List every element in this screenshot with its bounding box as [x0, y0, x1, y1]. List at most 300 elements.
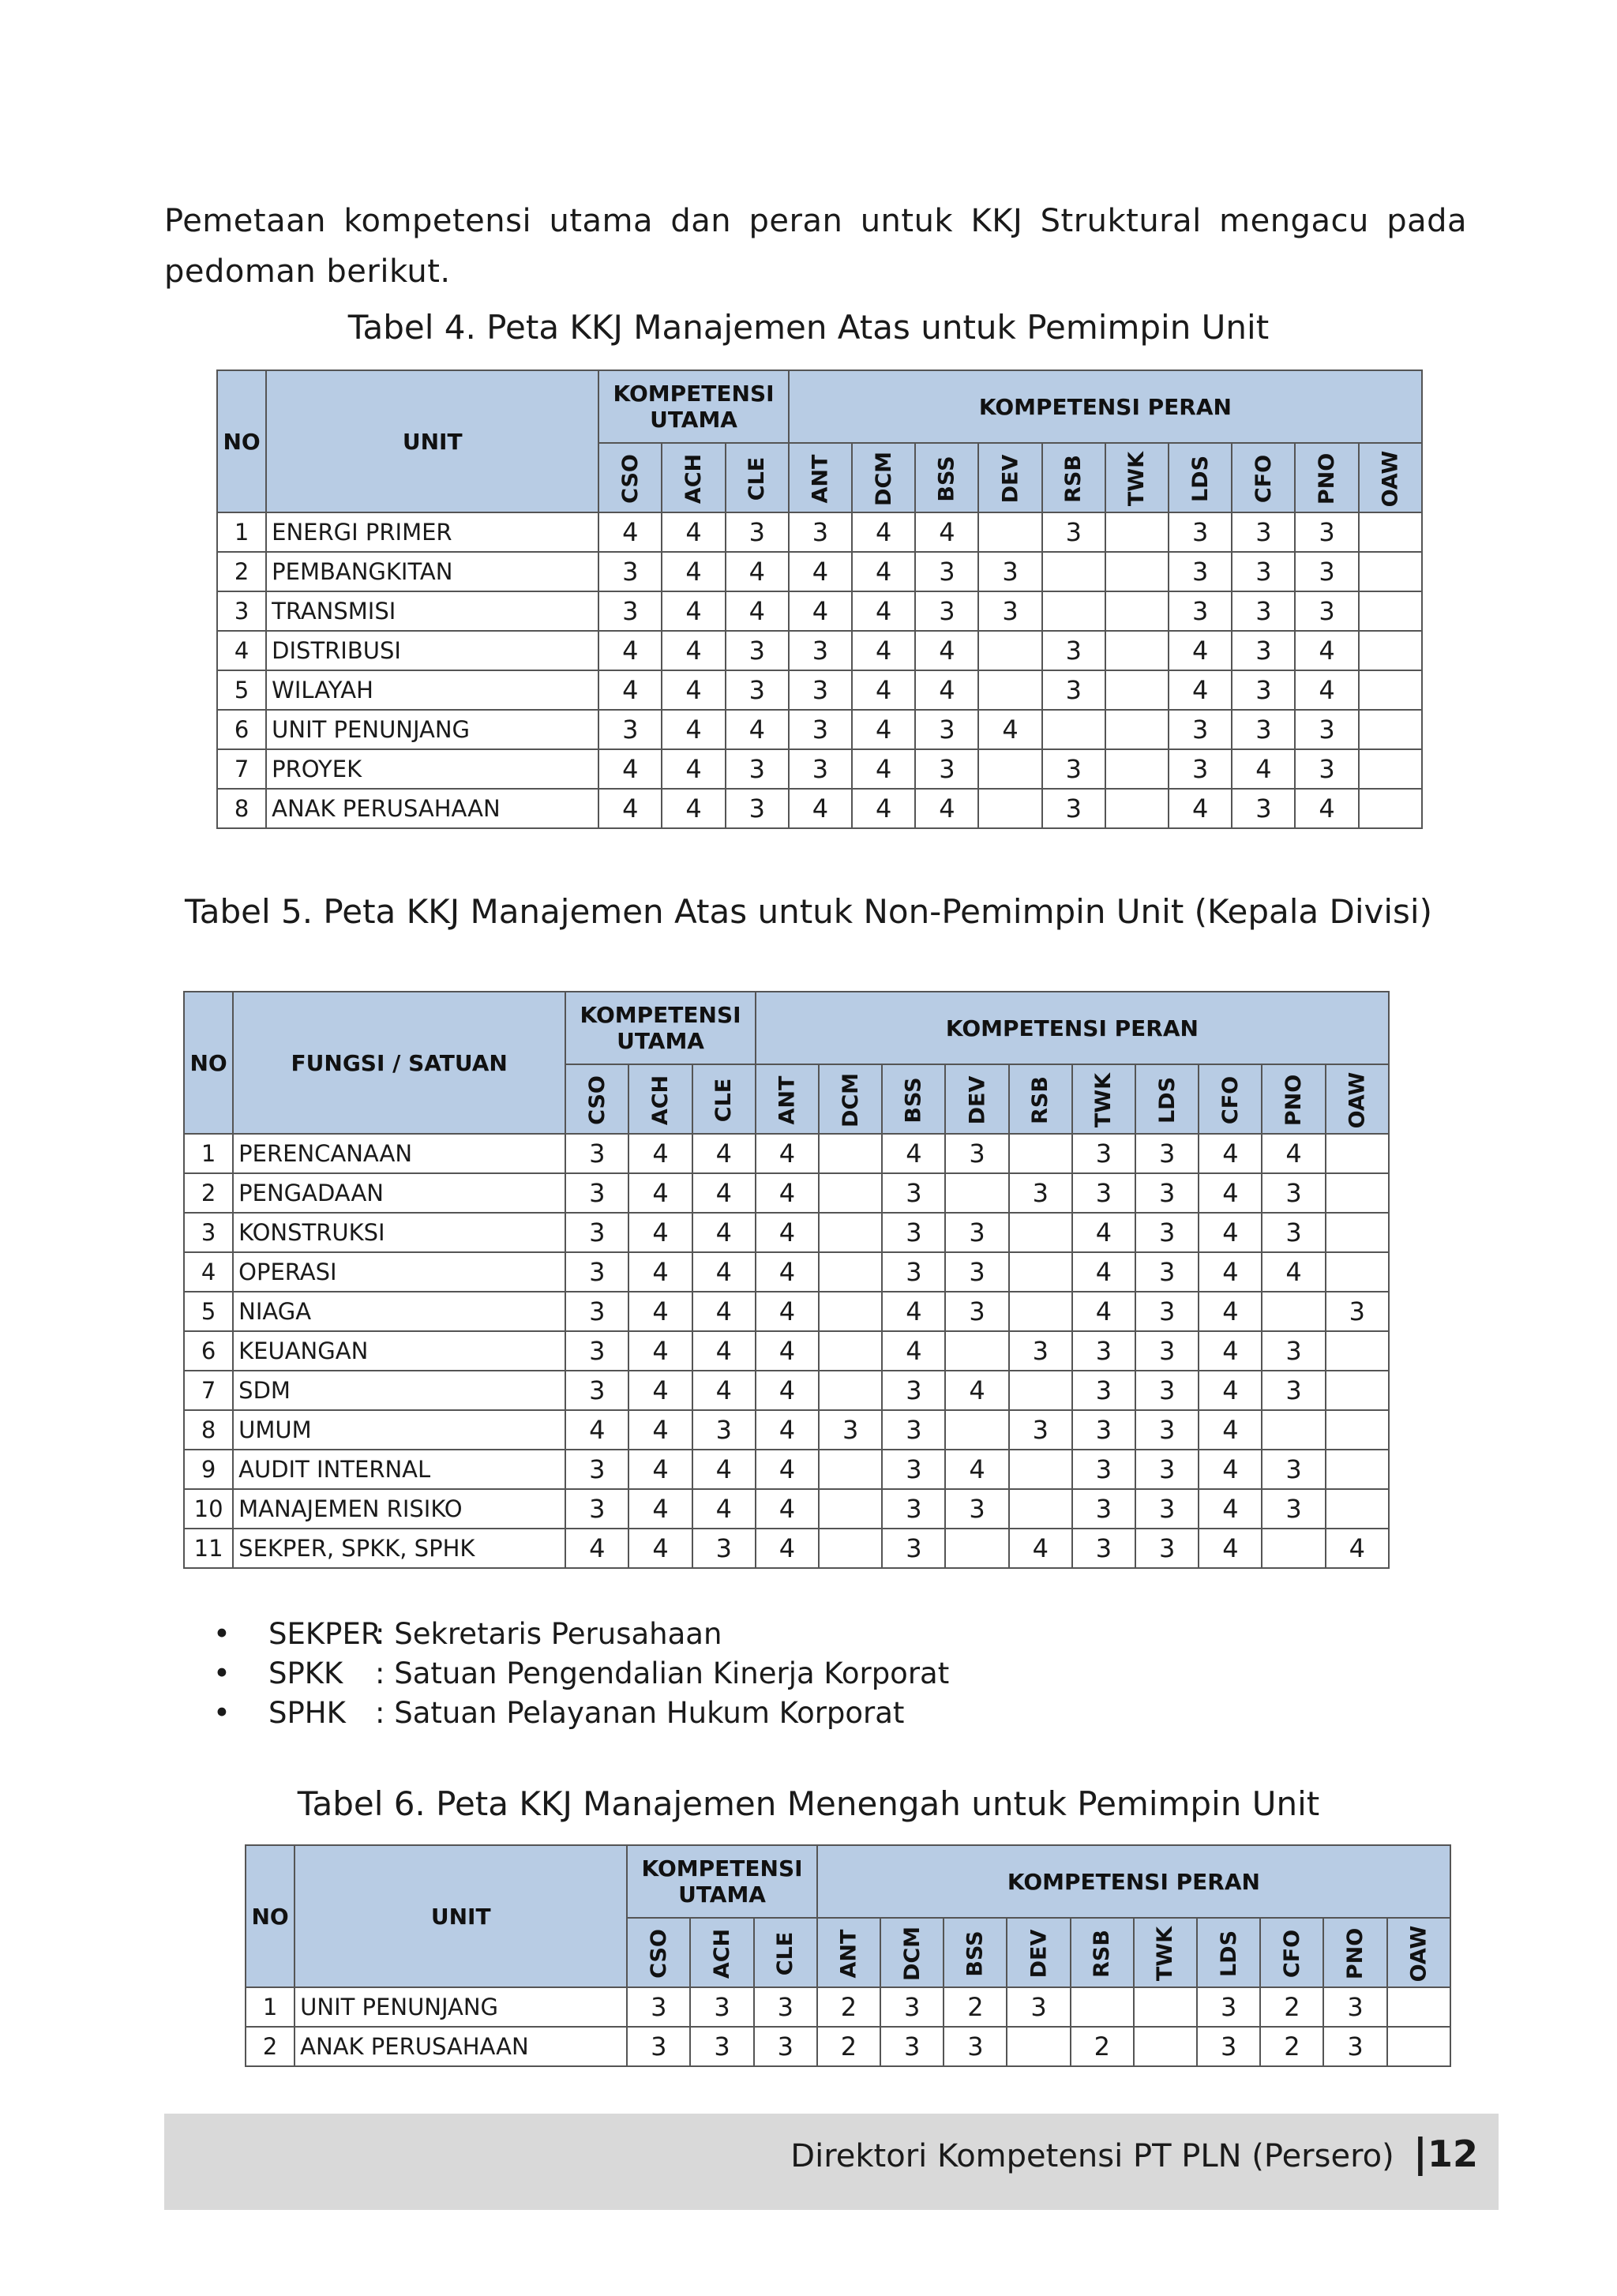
table-5-manajemen-atas-non-pemimpin-unit — [183, 991, 1390, 1569]
table-row — [184, 1134, 1389, 1173]
header-code-pno — [1295, 443, 1358, 512]
row-unit: NIAGA — [233, 1292, 565, 1331]
cell-cle: 4 — [692, 1292, 756, 1331]
cell-bss: 3 — [944, 2027, 1007, 2066]
row-number: 3 — [217, 591, 266, 631]
table-row — [184, 1252, 1389, 1292]
cell-oaw — [1359, 749, 1422, 789]
table-row — [217, 670, 1422, 710]
cell-oaw — [1359, 670, 1422, 710]
header-code-dev — [945, 1064, 1008, 1134]
row-unit: DISTRIBUSI — [266, 631, 598, 670]
cell-twk — [1105, 710, 1169, 749]
cell-cle: 3 — [726, 749, 789, 789]
cell-ant: 3 — [789, 631, 852, 670]
cell-lds: 3 — [1197, 1987, 1260, 2027]
row-number: 6 — [217, 710, 266, 749]
cell-rsb: 3 — [1042, 789, 1105, 828]
cell-cfo: 3 — [1232, 789, 1295, 828]
cell-bss: 3 — [882, 1450, 945, 1489]
cell-lds: 3 — [1169, 512, 1232, 552]
cell-pno: 3 — [1262, 1213, 1325, 1252]
code-label: ACH — [681, 453, 707, 504]
header-code-bss — [915, 443, 978, 512]
cell-bss: 4 — [882, 1134, 945, 1173]
table-4-manajemen-atas-pemimpin-unit — [216, 370, 1423, 829]
cell-rsb — [1042, 710, 1105, 749]
cell-pno: 3 — [1262, 1450, 1325, 1489]
cell-oaw: 4 — [1326, 1529, 1389, 1568]
table-row — [184, 1292, 1389, 1331]
header-code-lds — [1197, 1918, 1260, 1987]
table-row — [217, 631, 1422, 670]
cell-oaw — [1326, 1213, 1389, 1252]
cell-dcm: 4 — [852, 512, 915, 552]
table-row — [246, 1987, 1450, 2027]
table-row — [184, 1489, 1389, 1529]
code-label: CLE — [711, 1078, 737, 1122]
row-number: 4 — [184, 1252, 233, 1292]
cell-bss: 3 — [882, 1410, 945, 1450]
cell-bss: 3 — [882, 1173, 945, 1213]
cell-pno: 4 — [1295, 789, 1358, 828]
header-code-dcm — [819, 1064, 882, 1134]
header-code-pno — [1323, 1918, 1386, 1987]
legend-item — [213, 1654, 949, 1694]
legend-desc: : Satuan Pelayanan Hukum Korporat — [375, 1696, 905, 1730]
header-code-lds — [1169, 443, 1232, 512]
header-code-ant — [817, 1918, 880, 1987]
cell-ach: 4 — [628, 1371, 692, 1410]
cell-pno: 3 — [1262, 1489, 1325, 1529]
cell-cle: 3 — [726, 512, 789, 552]
cell-twk — [1105, 552, 1169, 591]
header-code-oaw — [1387, 1918, 1450, 1987]
cell-twk: 3 — [1072, 1173, 1135, 1213]
cell-dev: 3 — [945, 1252, 1008, 1292]
cell-cso: 3 — [565, 1371, 628, 1410]
table-row — [184, 1331, 1389, 1371]
row-unit: WILAYAH — [266, 670, 598, 710]
cell-rsb — [1042, 552, 1105, 591]
cell-cle: 4 — [726, 591, 789, 631]
cell-oaw — [1326, 1134, 1389, 1173]
legend-abbr: SPHK — [268, 1696, 346, 1730]
cell-lds: 3 — [1169, 749, 1232, 789]
cell-dcm — [819, 1173, 882, 1213]
cell-cso: 3 — [598, 591, 662, 631]
cell-cfo: 4 — [1199, 1134, 1262, 1173]
code-label: DEV — [1026, 1929, 1052, 1978]
cell-ach: 4 — [628, 1529, 692, 1568]
table-row — [184, 1410, 1389, 1450]
cell-oaw — [1359, 552, 1422, 591]
code-label: ACH — [710, 1928, 735, 1979]
row-number: 11 — [184, 1529, 233, 1568]
row-number: 3 — [184, 1213, 233, 1252]
cell-rsb: 3 — [1009, 1331, 1072, 1371]
cell-cle: 4 — [692, 1134, 756, 1173]
cell-pno: 3 — [1262, 1371, 1325, 1410]
row-unit: UMUM — [233, 1410, 565, 1450]
cell-twk — [1105, 591, 1169, 631]
cell-ach: 4 — [662, 591, 725, 631]
table-row — [246, 2027, 1450, 2066]
cell-cle: 3 — [726, 789, 789, 828]
cell-cso: 4 — [565, 1410, 628, 1450]
cell-lds: 3 — [1135, 1134, 1199, 1173]
cell-cle: 4 — [726, 552, 789, 591]
footer-title: Direktori Kompetensi PT PLN (Persero) — [790, 2138, 1394, 2174]
cell-rsb — [1009, 1134, 1072, 1173]
row-unit: AUDIT INTERNAL — [233, 1450, 565, 1489]
cell-bss: 4 — [882, 1331, 945, 1371]
cell-lds: 3 — [1135, 1450, 1199, 1489]
cell-lds: 4 — [1169, 670, 1232, 710]
legend-abbr: SPKK — [268, 1656, 343, 1690]
cell-cso: 3 — [627, 2027, 690, 2066]
page-number: 12 — [1427, 2133, 1478, 2175]
cell-oaw — [1326, 1410, 1389, 1450]
cell-lds: 3 — [1197, 2027, 1260, 2066]
cell-cfo: 3 — [1232, 591, 1295, 631]
cell-dev: 4 — [945, 1450, 1008, 1489]
cell-twk: 3 — [1072, 1331, 1135, 1371]
row-number: 1 — [184, 1134, 233, 1173]
cell-ach: 4 — [628, 1292, 692, 1331]
cell-oaw — [1326, 1173, 1389, 1213]
cell-cfo: 4 — [1199, 1489, 1262, 1529]
cell-cle: 3 — [726, 631, 789, 670]
cell-dev — [978, 512, 1041, 552]
row-unit: KONSTRUKSI — [233, 1213, 565, 1252]
cell-cfo: 4 — [1199, 1529, 1262, 1568]
cell-dcm — [819, 1450, 882, 1489]
cell-twk — [1105, 631, 1169, 670]
cell-lds: 4 — [1169, 789, 1232, 828]
cell-ach: 4 — [662, 552, 725, 591]
row-unit: MANAJEMEN RISIKO — [233, 1489, 565, 1529]
cell-dcm — [819, 1331, 882, 1371]
intro-paragraph: Pemetaan kompetensi utama dan peran untuk KKJ Struktural mengacu pada pedoman berikut. — [164, 203, 1467, 290]
cell-dcm: 3 — [880, 2027, 944, 2066]
cell-twk: 3 — [1072, 1371, 1135, 1410]
cell-ant: 3 — [789, 670, 852, 710]
cell-ant: 3 — [789, 710, 852, 749]
cell-lds: 3 — [1169, 591, 1232, 631]
cell-dev — [978, 789, 1041, 828]
header-kompetensi-peran: KOMPETENSI PERAN — [789, 370, 1422, 443]
code-label: CSO — [617, 453, 643, 504]
cell-cfo: 4 — [1199, 1252, 1262, 1292]
cell-cfo: 2 — [1260, 1987, 1323, 2027]
header-code-cfo — [1199, 1064, 1262, 1134]
table-row — [217, 512, 1422, 552]
cell-cle: 3 — [754, 2027, 817, 2066]
cell-pno: 4 — [1295, 631, 1358, 670]
cell-ach: 4 — [662, 631, 725, 670]
cell-ant: 4 — [756, 1489, 819, 1529]
cell-dev: 4 — [945, 1371, 1008, 1410]
cell-cfo: 4 — [1199, 1410, 1262, 1450]
cell-cle: 4 — [692, 1489, 756, 1529]
cell-rsb: 3 — [1042, 512, 1105, 552]
cell-ach: 4 — [662, 749, 725, 789]
code-label: ANT — [808, 454, 833, 503]
cell-ant: 4 — [756, 1371, 819, 1410]
code-label: BSS — [962, 1930, 988, 1977]
cell-cso: 4 — [598, 670, 662, 710]
cell-ant: 4 — [756, 1252, 819, 1292]
cell-ant: 4 — [756, 1410, 819, 1450]
cell-rsb: 3 — [1009, 1173, 1072, 1213]
header-code-dcm — [852, 443, 915, 512]
cell-dcm — [819, 1371, 882, 1410]
code-label: BSS — [934, 455, 959, 502]
code-label: RSB — [1061, 454, 1086, 503]
cell-dcm — [819, 1292, 882, 1331]
cell-oaw — [1359, 591, 1422, 631]
cell-ach: 4 — [662, 512, 725, 552]
cell-rsb: 3 — [1009, 1410, 1072, 1450]
table-row — [184, 1173, 1389, 1213]
cell-dev: 3 — [945, 1213, 1008, 1252]
cell-bss: 4 — [915, 789, 978, 828]
cell-ach: 4 — [628, 1252, 692, 1292]
cell-cfo: 3 — [1232, 631, 1295, 670]
cell-lds: 3 — [1135, 1529, 1199, 1568]
cell-dev — [945, 1331, 1008, 1371]
cell-dev — [978, 749, 1041, 789]
cell-dcm — [819, 1489, 882, 1529]
row-number: 9 — [184, 1450, 233, 1489]
cell-dev — [1007, 2027, 1070, 2066]
footer-text-group — [790, 2129, 1478, 2180]
cell-twk: 3 — [1072, 1489, 1135, 1529]
cell-cle: 3 — [692, 1410, 756, 1450]
cell-dcm — [819, 1134, 882, 1173]
cell-dev: 3 — [1007, 1987, 1070, 2027]
cell-cso: 3 — [565, 1173, 628, 1213]
table-row — [217, 591, 1422, 631]
cell-pno: 3 — [1295, 749, 1358, 789]
code-label: DCM — [899, 1926, 925, 1981]
cell-ach: 4 — [662, 710, 725, 749]
code-label: CSO — [646, 1928, 671, 1979]
cell-cso: 3 — [565, 1489, 628, 1529]
table-row — [217, 710, 1422, 749]
cell-cle: 3 — [754, 1987, 817, 2027]
cell-cfo: 4 — [1199, 1371, 1262, 1410]
cell-lds: 3 — [1135, 1489, 1199, 1529]
cell-twk: 4 — [1072, 1292, 1135, 1331]
code-label: OAW — [1345, 1071, 1370, 1128]
cell-rsb: 2 — [1071, 2027, 1134, 2066]
cell-dev: 3 — [945, 1489, 1008, 1529]
cell-ach: 4 — [662, 670, 725, 710]
table-row — [217, 789, 1422, 828]
cell-cle: 4 — [692, 1173, 756, 1213]
cell-dcm — [819, 1529, 882, 1568]
row-number: 5 — [217, 670, 266, 710]
cell-lds: 4 — [1169, 631, 1232, 670]
row-unit: ANAK PERUSAHAAN — [266, 789, 598, 828]
cell-ant: 4 — [756, 1292, 819, 1331]
cell-cfo: 4 — [1199, 1173, 1262, 1213]
header-unit: FUNGSI / SATUAN — [233, 992, 565, 1134]
cell-bss: 2 — [944, 1987, 1007, 2027]
cell-rsb — [1009, 1489, 1072, 1529]
header-code-twk — [1134, 1918, 1197, 1987]
row-number: 8 — [184, 1410, 233, 1450]
code-label: CSO — [584, 1075, 610, 1125]
code-label: LDS — [1187, 455, 1213, 502]
cell-dev — [945, 1410, 1008, 1450]
cell-bss: 4 — [882, 1292, 945, 1331]
cell-pno: 3 — [1295, 591, 1358, 631]
cell-ant: 4 — [756, 1173, 819, 1213]
row-number: 2 — [217, 552, 266, 591]
code-label: DEV — [965, 1075, 990, 1124]
cell-oaw — [1326, 1252, 1389, 1292]
cell-lds: 3 — [1135, 1331, 1199, 1371]
row-unit: PERENCANAAN — [233, 1134, 565, 1173]
header-code-dcm — [880, 1918, 944, 1987]
cell-ant: 4 — [756, 1213, 819, 1252]
cell-cso: 4 — [598, 512, 662, 552]
cell-bss: 3 — [882, 1252, 945, 1292]
code-label: RSB — [1028, 1075, 1053, 1124]
header-no: NO — [217, 370, 266, 512]
row-number: 7 — [217, 749, 266, 789]
cell-ach: 4 — [662, 789, 725, 828]
cell-dcm: 4 — [852, 789, 915, 828]
code-label: TWK — [1153, 1926, 1178, 1981]
cell-cfo: 3 — [1232, 670, 1295, 710]
cell-bss: 4 — [915, 670, 978, 710]
cell-pno: 4 — [1262, 1134, 1325, 1173]
row-number: 7 — [184, 1371, 233, 1410]
row-unit: ENERGI PRIMER — [266, 512, 598, 552]
cell-rsb — [1009, 1252, 1072, 1292]
header-code-ach — [662, 443, 725, 512]
cell-bss: 3 — [915, 749, 978, 789]
cell-pno: 3 — [1295, 552, 1358, 591]
cell-twk: 3 — [1072, 1450, 1135, 1489]
cell-pno — [1262, 1529, 1325, 1568]
cell-cfo: 3 — [1232, 552, 1295, 591]
cell-dev — [978, 670, 1041, 710]
cell-oaw — [1387, 2027, 1450, 2066]
code-label: LDS — [1216, 1930, 1241, 1977]
code-label: DCM — [838, 1072, 863, 1127]
header-code-ant — [789, 443, 852, 512]
cell-oaw — [1326, 1371, 1389, 1410]
row-number: 1 — [246, 1987, 295, 2027]
cell-dcm — [819, 1213, 882, 1252]
row-number: 5 — [184, 1292, 233, 1331]
cell-rsb — [1071, 1987, 1134, 2027]
cell-ant: 4 — [789, 591, 852, 631]
cell-cso: 3 — [565, 1134, 628, 1173]
row-number: 4 — [217, 631, 266, 670]
header-kompetensi-utama: KOMPETENSI UTAMA — [565, 992, 756, 1064]
header-unit: UNIT — [266, 370, 598, 512]
code-label: DCM — [871, 451, 896, 506]
cell-twk — [1134, 2027, 1197, 2066]
code-label: CFO — [1279, 1929, 1304, 1978]
header-code-lds — [1135, 1064, 1199, 1134]
page-footer — [164, 2114, 1499, 2210]
row-number: 8 — [217, 789, 266, 828]
row-number: 10 — [184, 1489, 233, 1529]
cell-twk: 4 — [1072, 1252, 1135, 1292]
cell-ant: 4 — [756, 1331, 819, 1371]
cell-dcm: 4 — [852, 591, 915, 631]
cell-oaw — [1359, 512, 1422, 552]
cell-oaw — [1359, 789, 1422, 828]
cell-cso: 3 — [627, 1987, 690, 2027]
cell-cle: 4 — [692, 1252, 756, 1292]
row-unit: ANAK PERUSAHAAN — [295, 2027, 627, 2066]
row-unit: PEMBANGKITAN — [266, 552, 598, 591]
abbreviation-legend — [213, 1615, 949, 1733]
legend-desc: : Satuan Pengendalian Kinerja Korporat — [375, 1656, 950, 1690]
code-label: BSS — [901, 1076, 926, 1124]
cell-pno: 4 — [1262, 1252, 1325, 1292]
cell-ant: 2 — [817, 2027, 880, 2066]
cell-bss: 3 — [915, 591, 978, 631]
cell-bss: 3 — [915, 710, 978, 749]
cell-dcm: 3 — [819, 1410, 882, 1450]
cell-twk: 3 — [1072, 1410, 1135, 1450]
cell-oaw — [1326, 1450, 1389, 1489]
table-6-manajemen-menengah-pemimpin-unit — [245, 1844, 1451, 2067]
cell-ant: 4 — [789, 552, 852, 591]
legend-item — [213, 1615, 949, 1654]
cell-twk — [1134, 1987, 1197, 2027]
cell-ach: 4 — [628, 1410, 692, 1450]
cell-oaw — [1359, 631, 1422, 670]
header-code-bss — [882, 1064, 945, 1134]
header-code-rsb — [1071, 1918, 1134, 1987]
row-unit: KEUANGAN — [233, 1331, 565, 1371]
table-row — [184, 1450, 1389, 1489]
cell-cle: 3 — [692, 1529, 756, 1568]
cell-pno: 3 — [1295, 710, 1358, 749]
cell-ach: 4 — [628, 1331, 692, 1371]
legend-desc: : Sekretaris Perusahaan — [375, 1617, 722, 1651]
header-code-cle — [754, 1918, 817, 1987]
cell-pno — [1262, 1292, 1325, 1331]
code-label: PNO — [1281, 1074, 1307, 1126]
row-number: 1 — [217, 512, 266, 552]
cell-dev: 3 — [978, 591, 1041, 631]
cell-rsb: 3 — [1042, 670, 1105, 710]
cell-bss: 3 — [882, 1489, 945, 1529]
header-code-bss — [944, 1918, 1007, 1987]
cell-lds: 3 — [1135, 1292, 1199, 1331]
cell-oaw — [1359, 710, 1422, 749]
cell-pno: 3 — [1262, 1331, 1325, 1371]
table-5-caption: Tabel 5. Peta KKJ Manajemen Atas untuk Non-Pemimpin Unit (Kepala Divisi) — [185, 892, 1432, 931]
cell-lds: 3 — [1135, 1213, 1199, 1252]
cell-ant: 4 — [789, 789, 852, 828]
header-code-cfo — [1232, 443, 1295, 512]
header-code-oaw — [1326, 1064, 1389, 1134]
cell-cso: 3 — [565, 1213, 628, 1252]
cell-cle: 3 — [726, 670, 789, 710]
